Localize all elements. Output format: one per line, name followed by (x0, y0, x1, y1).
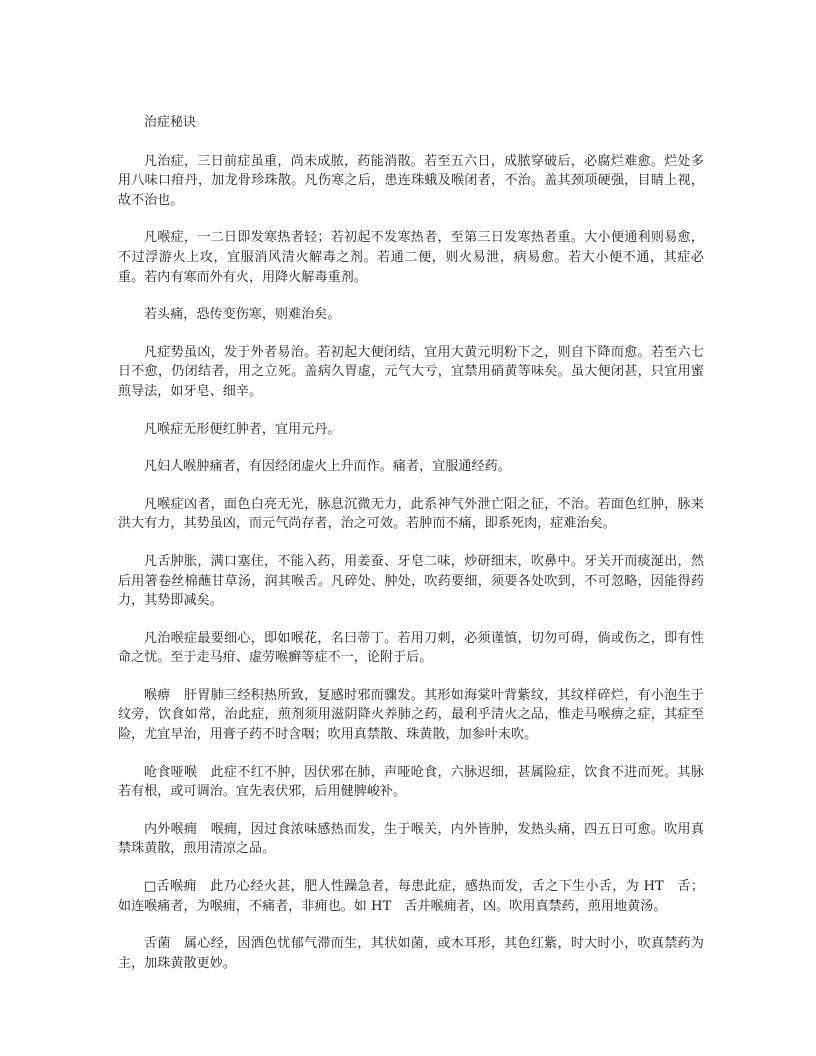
page-title: 治症秘诀 (144, 115, 197, 130)
paragraph-qiang-shi-ya-hou: 呛食哑喉 此症不红不肿，因伏邪在肺，声哑呛食，六脉迟细，甚属险症，饮食不进而死。其脉若有根，或可调治。宜先表伏邪，后用健脾峻补。 (118, 764, 704, 800)
paragraph-headache: 若头痛，恐传变伤寒，则难治矣。 (144, 307, 341, 323)
paragraph-careful-treatment: 凡治喉症最要细心，即如喉花，名曰蒂丁。若用刀刺，必须谨慎，切勿可碍，倘或伤之，即有性命之忧。至于走马疳、虚劳喉癣等症不一，论附于后。 (118, 630, 704, 666)
paragraph-constipation: 凡症势虽凶，发于外者易治。若初起大便闭结，宜用大黄元明粉下之，则自下降而愈。若至六七日不愈，仍闭结者，用之立死。盖病久胃虚，元气大亏，宜禁用硝黄等味矣。虽大便闭甚，只宜用蜜煎导法，如牙皂、细辛。 (118, 344, 704, 399)
paragraph-throat-fever: 凡喉症，一二日即发寒热者轻；若初起不发寒热者，至第三日发寒热者重。大小便通利则易愈，不过浮游火上攻，宜服消风清火解毒之剂。若通二便，则火易泄，病易愈。若大小便不通，其症必重。若内有寒而外有火，用降火解毒重剂。 (118, 230, 704, 285)
paragraph-hou-bi: 喉痹 肝胃肺三经积热所致，复感时邪而骤发。其形如海棠叶背紫纹，其纹样碎烂，有小泡生于纹旁，饮食如常，治此症，煎剂须用滋阴降火养肺之药，最利乎清火之品，惟走马喉痹之症，其症至险，尤宜早治，用膏子药不时含咽；吹用真禁散、珠黄散，加参叶末吹。 (118, 687, 704, 743)
paragraph-nei-wai-hou-yong: 内外喉痈 喉痈，因过食浓味感热而发，生于喉关，内外皆肿，发热头痛，四五日可愈。吹用真禁珠黄散，煎用清凉之品。 (118, 821, 704, 857)
paragraph-treatment-timing: 凡治症，三日前症虽重，尚未成脓，药能消散。若至五六日，成脓穿破后，必腐烂难愈。烂处多用八味口疳丹，加龙骨珍珠散。凡伤寒之后，患连珠蛾及喉闭者，不治。盖其颈项硬强，目睛上视，故不治也。 (118, 153, 704, 208)
document-page (118, 113, 704, 991)
paragraph-tongue-swelling: 凡舌肿胀，满口塞住，不能入药，用姜蚕、牙皂二味，炒研细末，吹鼻中。牙关开而痰涎出，然后用箸卷丝棉蘸甘草汤，润其喉舌。凡碎处、肿处，吹药要细，须要各处吹到，不可忽略，因能得药力，其势即减矣。 (118, 553, 704, 609)
paragraph-she-hou-yong: □舌喉痈 此乃心经火甚，肥人性躁急者，每患此症，感热而发，舌之下生小舌，为 HT 舌；如连喉痛者，为喉痈，不痛者，非痈也。如 HT 舌并喉痈者，凶。吹用真禁药，煎用地黄汤。 (118, 879, 704, 914)
paragraph-severe-signs: 凡喉症凶者，面色白亮无光，脉息沉微无力，此系神气外泄亡阳之征，不治。若面色红肿，脉来洪大有力，其势虽凶，而元气尚存者，治之可效。若肿而不痛，即系死肉，症难治矣。 (118, 496, 704, 532)
paragraph-she-jun: 舌菌 属心经，因酒色忧郁气滞而生，其状如菌，或木耳形，其色红紫，时大时小，吹真禁药为主，加珠黄散更妙。 (118, 936, 704, 971)
paragraph-women-throat: 凡妇人喉肿痛者，有因经闭虚火上升而作。痛者，宜服通经药。 (144, 459, 511, 475)
paragraph-yuan-dan: 凡喉症无形便红肿者，宜用元丹。 (144, 421, 341, 437)
